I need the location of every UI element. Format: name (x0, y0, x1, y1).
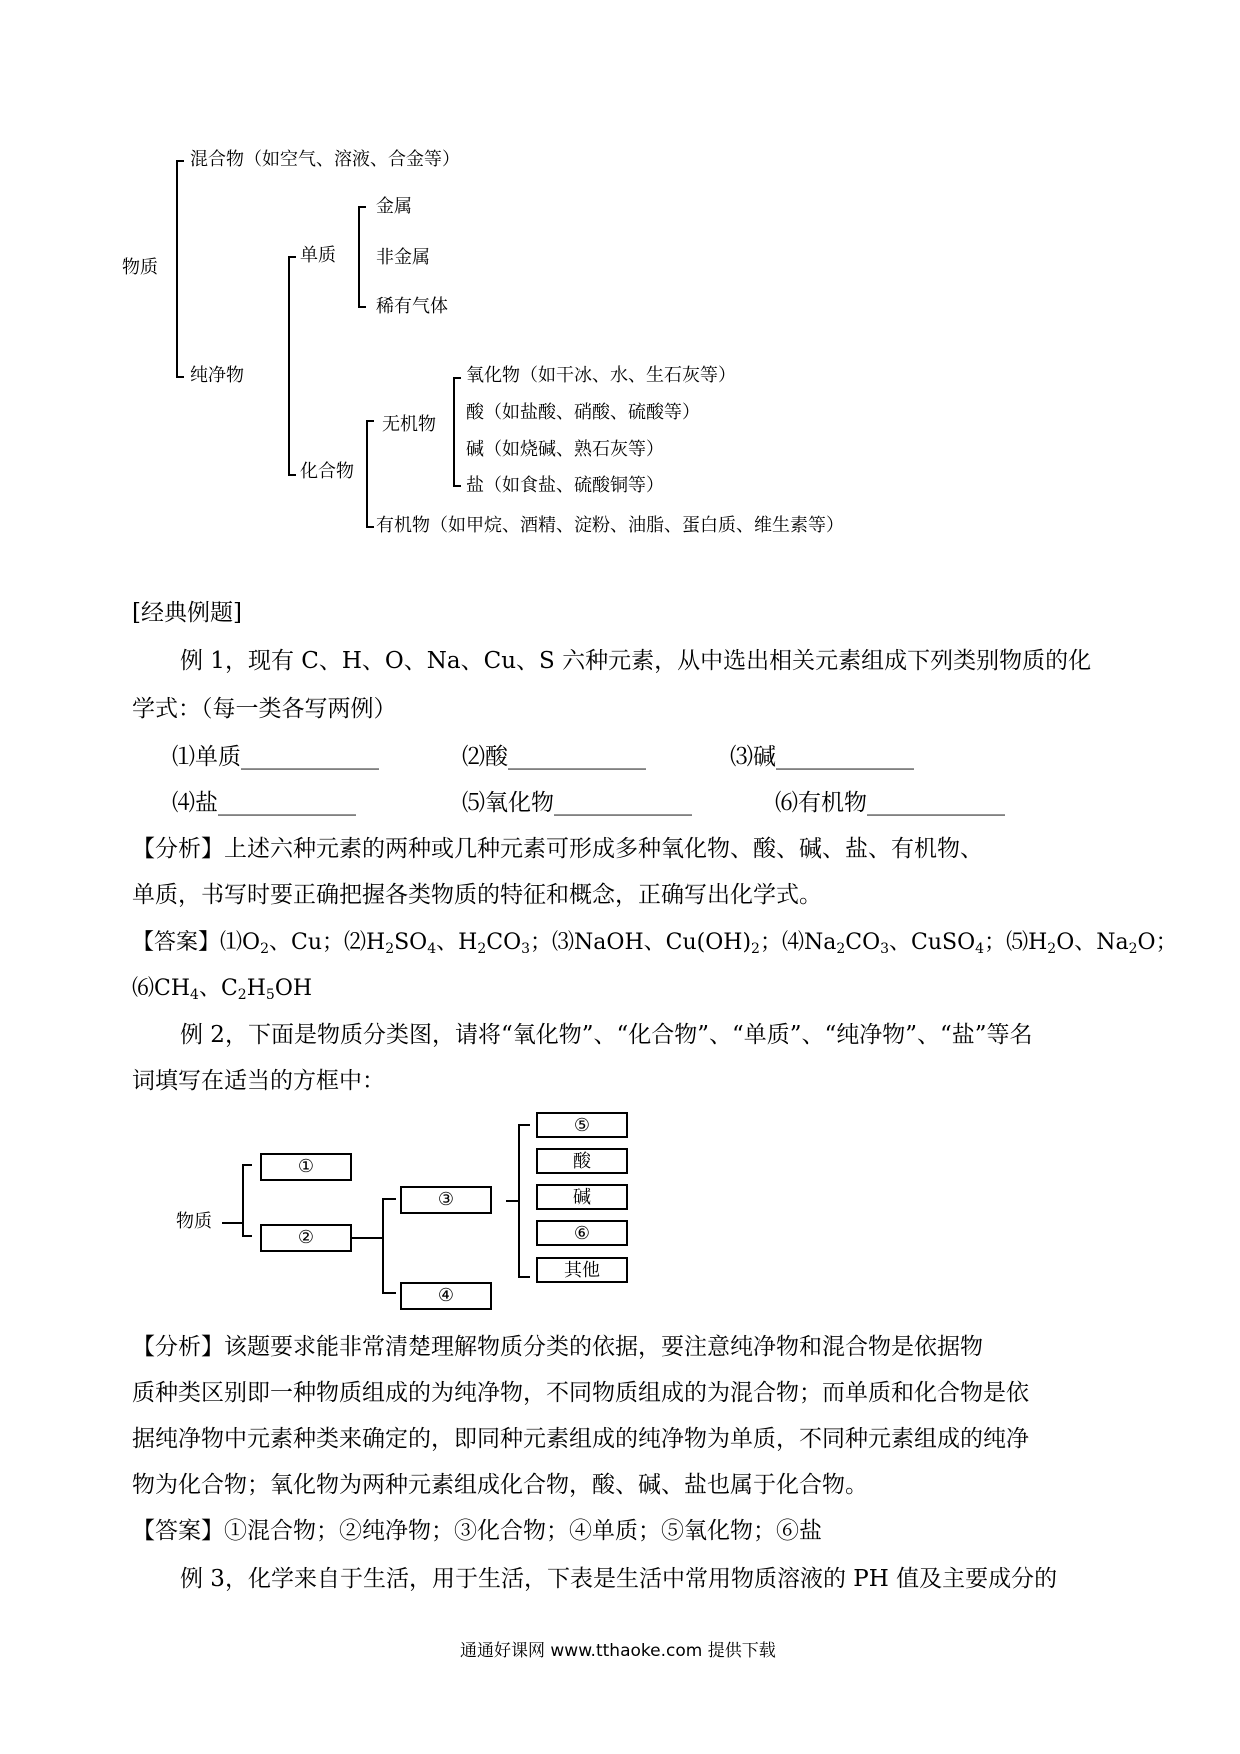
diagram-line (518, 1124, 530, 1126)
ex1-blank-6: ⑹有机物____________ (775, 790, 1005, 816)
section-title: [经典例题] (132, 600, 242, 626)
diagram-box-2: ② (260, 1224, 352, 1252)
diagram-line (242, 1235, 252, 1237)
tree-tick (288, 474, 296, 476)
diagram-line (242, 1164, 252, 1166)
tree-element: 单质 (300, 245, 336, 266)
tree-tick (288, 256, 296, 258)
diagram-line (242, 1164, 244, 1236)
tree-compound: 化合物 (300, 461, 354, 482)
diagram-box-1: ① (260, 1153, 352, 1181)
ex1-line1: 例 1，现有 C、H、O、Na、Cu、S 六种元素，从中选出相关元素组成下列类别物质的化 (180, 648, 1092, 674)
tree-tick (358, 206, 366, 208)
ex2-analysis-line4: 物为化合物；氧化物为两种元素组成化合物，酸、碱、盐也属于化合物。 (132, 1472, 868, 1498)
diagram-line (222, 1222, 244, 1224)
ex2-analysis-line1: 【分析】该题要求能非常清楚理解物质分类的依据，要注意纯净物和混合物是依据物 (132, 1334, 983, 1360)
tree-salt: 盐（如食盐、硫酸铜等） (466, 475, 664, 496)
diagram-root: 物质 (176, 1211, 212, 1232)
diagram-line (352, 1237, 382, 1239)
diagram-box-other: 其他 (536, 1257, 628, 1283)
diagram-box-6: ⑥ (536, 1220, 628, 1246)
tree-organic: 有机物（如甲烷、酒精、淀粉、油脂、蛋白质、维生素等） (376, 515, 844, 536)
tree-bracket (366, 420, 368, 528)
tree-noble-gas: 稀有气体 (376, 296, 448, 317)
diagram-line (382, 1198, 396, 1200)
tree-pure: 纯净物 (190, 365, 244, 386)
ex1-line2: 学式：（每一类各写两例） (132, 696, 397, 722)
diagram-box-5: ⑤ (536, 1112, 628, 1138)
tree-root: 物质 (122, 257, 158, 278)
diagram-line (518, 1124, 520, 1278)
tree-inorganic: 无机物 (382, 414, 436, 435)
ex2-analysis-line2: 质种类区别即一种物质组成的为纯净物，不同物质组成的为混合物；而单质和化合物是依 (132, 1380, 1029, 1406)
tree-tick (366, 420, 374, 422)
page-footer: 通通好课网 www.tthaoke.com 提供下载 (460, 1641, 776, 1661)
tree-tick (366, 526, 374, 528)
tree-acid: 酸（如盐酸、硝酸、硫酸等） (466, 402, 700, 423)
ex2-analysis-line3: 据纯净物中元素种类来确定的，即同种元素组成的纯净物为单质，不同种元素组成的纯净 (132, 1426, 1029, 1452)
tree-nonmetal: 非金属 (376, 247, 430, 268)
diagram-line (382, 1292, 396, 1294)
tree-bracket (358, 206, 360, 308)
ex2-answer: 【答案】①混合物；②纯净物；③化合物；④单质；⑤氧化物；⑥盐 (132, 1518, 822, 1544)
tree-tick (453, 485, 461, 487)
diagram-line (518, 1276, 530, 1278)
tree-bracket (453, 377, 455, 487)
diagram-box-acid: 酸 (536, 1148, 628, 1174)
ex1-answer-line2: $⑹CH_4$、$C_2H_5OH$ (132, 976, 313, 1003)
tree-tick (453, 377, 461, 379)
diagram-box-3: ③ (400, 1186, 492, 1214)
tree-metal: 金属 (376, 196, 412, 217)
tree-bracket (176, 160, 178, 378)
tree-tick (176, 376, 184, 378)
ex1-blank-4: ⑷盐____________ (172, 790, 356, 816)
diagram-box-base: 碱 (536, 1184, 628, 1210)
ex2-line2: 词填写在适当的方框中： (132, 1068, 385, 1094)
ex1-blank-2: ⑵酸____________ (462, 744, 646, 770)
diagram-line (382, 1198, 384, 1294)
ex1-analysis-line2: 单质，书写时要正确把握各类物质的特征和概念，正确写出化学式。 (132, 882, 822, 908)
ex1-analysis-line1: 【分析】上述六种元素的两种或几种元素可形成多种氧化物、酸、碱、盐、有机物、 (132, 836, 983, 862)
diagram-line (506, 1200, 518, 1202)
tree-base: 碱（如烧碱、熟石灰等） (466, 439, 664, 460)
tree-tick (176, 160, 184, 162)
ex1-blank-3: ⑶碱____________ (730, 744, 914, 770)
tree-bracket (288, 256, 290, 476)
ex1-answer-line1: 【答案】$⑴O_2$、Cu；$⑵H_2SO_4$、$H_2CO_3$；⑶NaOH、$Cu(OH)_2$；$⑷Na_2CO_3$、CuSO$_4$；$⑸H_2O$、$Na_2O$； (132, 930, 1178, 957)
diagram-box-4: ④ (400, 1282, 492, 1310)
ex1-blank-1: ⑴单质____________ (172, 744, 379, 770)
tree-oxide: 氧化物（如干冰、水、生石灰等） (466, 365, 736, 386)
ex1-blank-5: ⑸氧化物____________ (462, 790, 692, 816)
tree-mixture: 混合物（如空气、溶液、合金等） (190, 149, 460, 170)
tree-tick (358, 306, 366, 308)
ex2-line1: 例 2，下面是物质分类图，请将“氧化物”、“化合物”、“单质”、“纯净物”、“盐”等名 (180, 1022, 1033, 1048)
ex3-line1: 例 3，化学来自于生活，用于生活，下表是生活中常用物质溶液的 PH 值及主要成分的 (180, 1566, 1058, 1592)
